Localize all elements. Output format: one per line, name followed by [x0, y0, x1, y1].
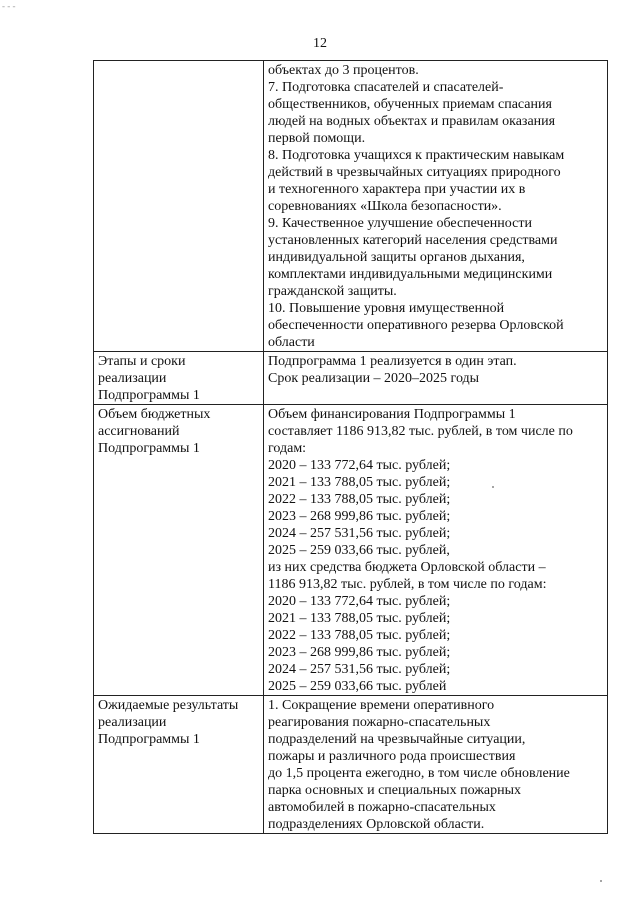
row-content-line: до 1,5 процента ежегодно, в том числе обновление [268, 766, 570, 781]
row-label-cell [94, 61, 264, 352]
row-label-cell [94, 352, 264, 405]
row-content-line: годам: [268, 441, 307, 456]
table-row [94, 405, 608, 696]
scan-corner-mark: - - - [2, 1, 16, 11]
row-content-line: установленных категорий населения средствами [268, 233, 558, 248]
row-label-cell [94, 405, 264, 696]
row-content-line: из них средства бюджета Орловской области – [268, 560, 546, 575]
row-content-line: индивидуальной защиты органов дыхания, [268, 250, 525, 265]
row-content-line: 2023 – 268 999,86 тыс. рублей; [268, 509, 451, 524]
row-content-line: гражданской защиты. [268, 284, 397, 299]
table-row [94, 696, 608, 834]
row-content-line: комплектами индивидуальными медицинскими [268, 267, 553, 282]
row-label-line: реализации [98, 715, 167, 730]
row-content-line: 2025 – 259 033,66 тыс. рублей [268, 679, 447, 694]
row-content-line: 8. Подготовка учащихся к практическим навыкам [268, 148, 565, 163]
row-content-line: 2023 – 268 999,86 тыс. рублей; [268, 645, 451, 660]
row-content-line: 7. Подготовка спасателей и спасателей- [268, 80, 504, 95]
row-content-line: Срок реализации – 2020–2025 годы [268, 371, 480, 386]
row-content-line: 9. Качественное улучшение обеспеченности [268, 216, 532, 231]
row-content-line: 2020 – 133 772,64 тыс. рублей; [268, 594, 451, 609]
row-content-line: Подпрограмма 1 реализуется в один этап. [268, 354, 517, 369]
row-label-line: Ожидаемые результаты [98, 698, 239, 713]
row-content-line: парка основных и специальных пожарных [268, 783, 522, 798]
page-number: 12 [313, 36, 327, 51]
row-content-line: 2021 – 133 788,05 тыс. рублей; [268, 611, 451, 626]
row-content-line: 2021 – 133 788,05 тыс. рублей; [268, 475, 451, 490]
row-label-line: Подпрограммы 1 [98, 441, 200, 456]
row-content-line: 1186 913,82 тыс. рублей, в том числе по годам: [268, 577, 547, 592]
row-label-cell [94, 696, 264, 834]
row-content-line: первой помощи. [268, 131, 366, 146]
row-content-line: Объем финансирования Подпрограммы 1 [268, 407, 516, 422]
table-body [94, 61, 608, 834]
row-content-line: и техногенного характера при участии их в [268, 182, 526, 197]
row-label-line: Объем бюджетных [98, 407, 211, 422]
row-content-line: составляет 1186 913,82 тыс. рублей, в том числе по [268, 424, 573, 439]
table-row [94, 61, 608, 352]
row-content-line: общественников, обученных приемам спасания [268, 97, 552, 112]
row-content-line: 10. Повышение уровня имущественной [268, 301, 505, 316]
row-content-cell [264, 405, 608, 696]
row-content-line: 1. Сокращение времени оперативного [268, 698, 495, 713]
row-content-line: подразделениях Орловской области. [268, 817, 485, 832]
table-row [94, 352, 608, 405]
row-content-line: 2020 – 133 772,64 тыс. рублей; [268, 458, 451, 473]
scan-speck [600, 880, 602, 882]
row-content-line: людей на водных объектах и правилам оказания [268, 114, 556, 129]
row-content-line: объектах до 3 процентов. [268, 63, 419, 78]
row-content-line: автомобилей в пожарно-спасательных [268, 800, 496, 815]
row-content-cell [264, 352, 608, 405]
row-content-cell [264, 696, 608, 834]
row-content-line: 2025 – 259 033,66 тыс. рублей, [268, 543, 450, 558]
row-label-line: Подпрограммы 1 [98, 732, 200, 747]
row-content-line: области [268, 335, 315, 350]
row-label-line: реализации [98, 371, 167, 386]
row-content-line: 2022 – 133 788,05 тыс. рублей; [268, 628, 451, 643]
row-label-line: Этапы и сроки [98, 354, 186, 369]
row-content-cell [264, 61, 608, 352]
row-content-line: 2024 – 257 531,56 тыс. рублей; [268, 526, 451, 541]
row-content-line: обеспеченности оперативного резерва Орловской [268, 318, 564, 333]
row-content-line: 2022 – 133 788,05 тыс. рублей; [268, 492, 451, 507]
row-content-line: действий в чрезвычайных ситуациях природного [268, 165, 561, 180]
scan-speck [492, 486, 494, 488]
row-label-line: ассигнований [98, 424, 180, 439]
row-content-line: пожары и различного рода происшествия [268, 749, 516, 764]
row-content-line: 2024 – 257 531,56 тыс. рублей; [268, 662, 451, 677]
row-label-line: Подпрограммы 1 [98, 388, 200, 403]
subprogram-passport-table [93, 60, 608, 834]
row-content-line: соревнованиях «Школа безопасности». [268, 199, 502, 214]
row-content-line: реагирования пожарно-спасательных [268, 715, 491, 730]
row-content-line: подразделений на чрезвычайные ситуации, [268, 732, 526, 747]
